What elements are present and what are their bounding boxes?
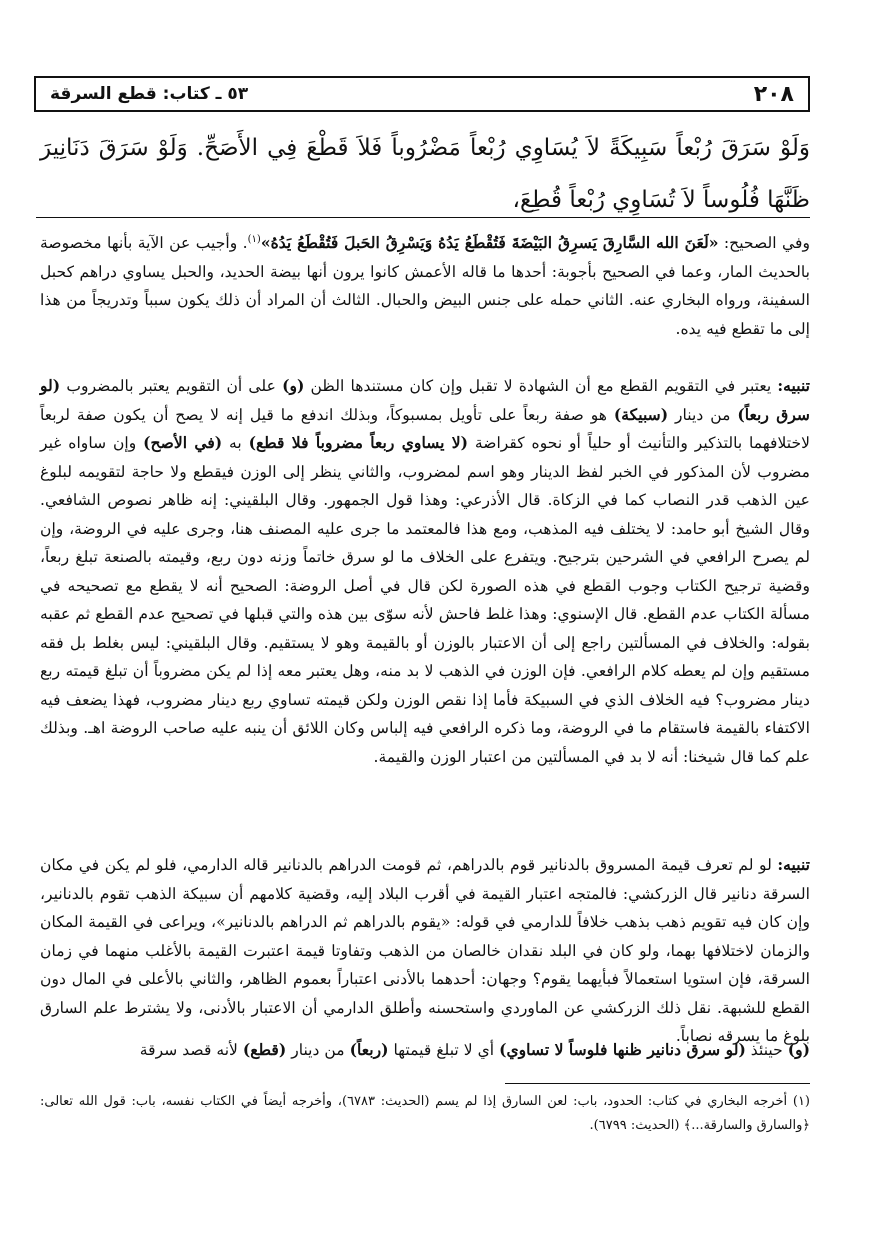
page-header <box>34 76 810 112</box>
para2-text-5: به <box>222 434 249 452</box>
hadith-quote: «لَعَنَ الله السَّارِقَ يَسرِقُ البَيْضَةَ فَتُقْطَعُ يَدُهُ وَيَسْرِقُ الحَبلَ فَتُقْطَعُ يَدُهُ» <box>260 233 719 253</box>
commentary-paragraph-2 <box>40 372 810 771</box>
tanbih-label: تنبيه: <box>777 376 810 395</box>
commentary-paragraph-1 <box>40 226 810 343</box>
para4-text-2: أي لا تبلغ قيمتها <box>388 1041 500 1059</box>
commentary-paragraph-4 <box>40 1036 810 1065</box>
para3-text: لو لم تعرف قيمة المسروق بالدنانير قوم بالدراهم، ثم قومت الدراهم بالدنانير قاله الدارمي، فلو لم يكن في مكان السرقة دنانير قال الزركشي: فالمتجه اعتبار القيمة في أقرب البلاد إليه، وقضية كلامهم أن سبيكة الذهب تقوم بالدنانير، وإن كان فيه تقويم ذهب بذهب خلافاً للدارمي في قوله: «يقوم بالدراهم ثم الدراهم بالدنانير»، ويراعى في القيمة المكان والزمان لاختلافها بهما، ولو كان في البلد نقدان خالصان من الذهب وتفاوتا قيمة اعتبرت القيمة بالأغلب منهما في زمان السرقة، فإن استويا استعمالاً فبأيهما يقوم؟ وجهان: أحدهما بالأدنى اعتباراً بعموم الظاهر، والثاني بالأعلى في المال دون القطع للشبهة. نقل ذلك الزركشي عن الماوردي واستحسنه وأطلق الدارمي أن الاعتبار بالأدنى، ولا يشترط علم السارق بلوغ ما يسرقه نصاباً. <box>40 856 810 1045</box>
page-number: ٢٠٨ <box>753 81 794 107</box>
tanbih-label: تنبيه: <box>777 855 810 874</box>
matn-quote: (لو سرق دنانير ظنها فلوساً لا تساوي) <box>499 1040 746 1059</box>
commentary-paragraph-3 <box>40 851 810 1051</box>
matn-quote: (لا يساوي ربعاً مضروباً فلا قطع) <box>248 433 469 452</box>
para4-text-3: من دينار <box>286 1041 350 1059</box>
para1-lead: وفي الصحيح: <box>718 234 810 253</box>
matn-quote: (ربعاً) <box>349 1040 389 1059</box>
matn-divider <box>36 217 810 218</box>
matn-quote: (في الأصح) <box>143 433 223 452</box>
para2-text-2: على أن التقويم يعتبر بالمضروب <box>60 377 283 395</box>
matn-quote: (سبيكة) <box>613 404 669 424</box>
para1-rest: . وأجيب عن الآية بأنها مخصوصة بالحديث المار، وعما في الصحيح بأجوبة: أحدها ما قاله الأعمش كانوا يرون أنها بيضة الحديد، والحبل يساوي دراهم كحبل السفينة، ورواه البخاري عنه. الثاني حمله على جنس البيض والحبال. الثالث أن المراد أن ذلك يكون سبباً وتدريجاً من هذا إلى ما تقطع فيه يده. <box>40 234 810 338</box>
footnote-ref: (١) <box>247 234 261 245</box>
matn-quote: (لو سرق ربعاً) <box>40 376 810 424</box>
para2-text-6: وإن ساواه غير مضروب لأن المذكور في الخبر لفظ الدينار وهو اسم لمضروب، والثاني ينظر إلى الوزن فيقطع ولا حاجة لتقويمه لبلوغ عين الذهب قدر النصاب كما في الزكاة. قال الأذرعي: وهذا قول الجمهور. وقال البلقيني: إنه ظاهر نصوص الشافعي. وقال الشيخ أبو حامد: لا يختلف فيه المذهب، ومع هذا فالمعتمد ما جرى عليه المصنف هنا، وجرى عليه في الروضة، وإن لم يصرح الرافعي في الشرحين بترجيح. ويتفرع على الخلاف ما لو سرق خاتماً وزنه دون ربع، وقيمته بالصنعة تبلغ ربعاً، وقضية ترجيح الكتاب وجوب القطع في هذه الصورة لكن قال في أصل الروضة: الصحيح أنه لا يقطع مع تصحيحه في مسألة الكتاب عدم القطع. قال الإسنوي: وهذا غلط فاحش لأنه سوّى بين هذه والتي قبلها في تصحيح عدم القطع ثم عقبه بقوله: والخلاف في المسألتين راجع إلى أن الاعتبار بالوزن أو بالقيمة وهو لا يستقيم. وقال البلقيني: ليس بغلط بل فقه مستقيم وإن لم يعطه كلام الرافعي. فإن الوزن في الذهب لا بد منه، وهل يعتبر معه إذا لم يكن مضروباً أن تبلغ قيمته ربع دينار مضروب؟ فيه الخلاف الذي في السبيكة فأما إذا نقص الوزن ولكن قيمته تساوي ربع دينار مضروب، فهذا يضعف فيه الاكتفاء بالقيمة فاستقام ما في الروضة، وما ذكره الرافعي فيه إلباس وكان اللائق أن ينبه عليه صاحب الروضة اهـ. وبذلك علم كما قال شيخنا: أنه لا بد في المسألتين من اعتبار الوزن والقيمة. <box>40 434 810 766</box>
footnote-divider <box>505 1083 810 1084</box>
matn-quote: (و) <box>282 376 305 395</box>
para4-text-1: حينئذ <box>745 1041 788 1059</box>
running-title: ٥٣ ـ كتاب: قطع السرقة <box>50 84 249 104</box>
para4-text-4: لأنه قصد سرقة <box>139 1041 243 1059</box>
matn-quote: (قطع) <box>242 1040 287 1059</box>
footnote: (١) أخرجه البخاري في كتاب: الحدود، باب: لعن السارق إذا لم يسم (الحديث: ٦٧٨٣)، وأخرجه أيضاً في الكتاب نفسه، باب: قول الله تعالى: ﴿والسارق والسارقة...﴾ (الحديث: ٦٧٩٩). <box>40 1094 810 1133</box>
para2-text-3: من دينار <box>668 405 738 424</box>
para2-text-4: هو صفة ربعاً على تأويل بمسبوكاً، وبذلك اندفع ما قيل إنه لا يصح أن يكون صفة لربعاً لاختلافهما بالتذكير والتأنيث أو حلياً أو نحوه كقراضة <box>40 405 811 452</box>
para2-text-1: يعتبر في التقويم القطع مع أن الشهادة لا تقبل وإن كان مستندها الظن <box>304 377 778 395</box>
matn-text: وَلَوْ سَرَقَ رُبْعاً سَبِيكَةً لاَ يُسَاوِي رُبْعاً مَضْرُوباً فَلاَ قَطْعَ فِي الأَصَحِّ. وَلَوْ سَرَقَ دَنَانِيرَ ظَنَّهَا فُلُوساً لاَ تُسَاوِي رُبْعاً قُطِعَ، <box>40 135 810 213</box>
matn-quote: (و) <box>787 1040 810 1059</box>
